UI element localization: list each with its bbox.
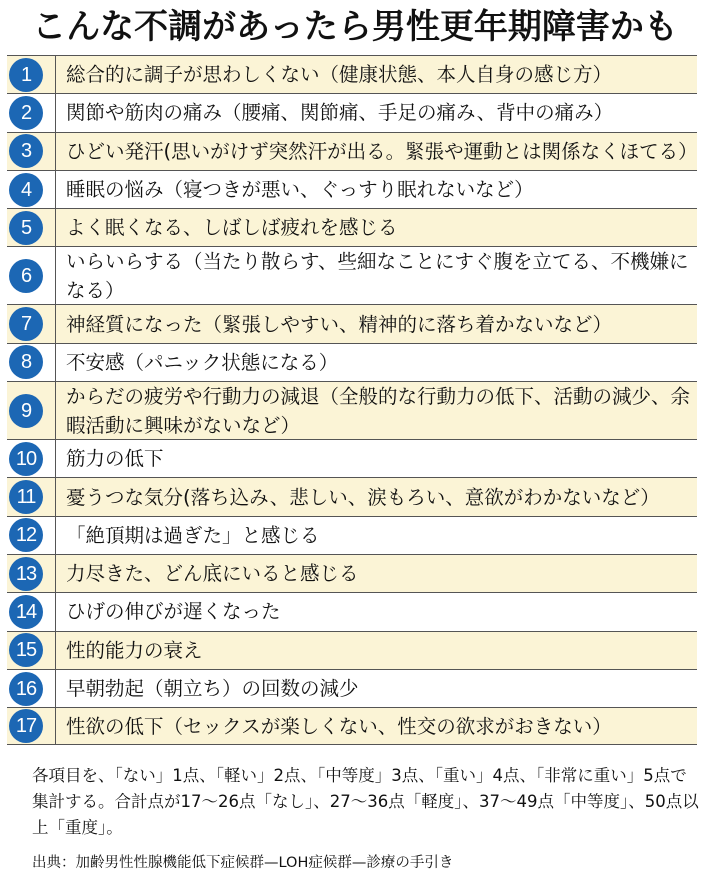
item-content	[55, 555, 697, 592]
list-item	[7, 208, 697, 246]
list-item	[7, 55, 697, 93]
item-text: 力尽きた、どん底にいると感じる	[66, 562, 359, 586]
item-content	[55, 209, 697, 246]
item-content	[55, 94, 697, 131]
item-number-badge: 9	[9, 394, 43, 428]
item-number-badge: 12	[9, 518, 43, 552]
list-item	[7, 246, 697, 304]
item-content	[55, 517, 697, 554]
item-text: いらいらする（当たり散らす、些細なことにすぐ腹を立てる、不機嫌になる）	[66, 249, 689, 302]
item-number-badge: 8	[9, 345, 43, 379]
item-content	[55, 478, 697, 515]
item-number-badge: 10	[9, 442, 43, 476]
item-text: 筋力の低下	[66, 447, 164, 471]
item-text: 性欲の低下（セックスが楽しくない、性交の欲求がおきない）	[66, 714, 612, 738]
item-text: よく眠くなる、しばしば疲れを感じる	[66, 216, 398, 240]
item-content	[55, 632, 697, 669]
item-text: 不安感（パニック状態になる）	[66, 350, 339, 374]
item-number-badge: 14	[9, 595, 43, 629]
item-number-badge: 15	[9, 633, 43, 667]
scoring-notes: 各項目を、「ない」1点、「軽い」2点、「中等度」3点、「重い」4点、「非常に重い」5点で集計する。合計点が17〜26点「なし」、27〜36点「軽度」、37〜49点「中等度」、50点以上「重度」。	[32, 766, 699, 837]
item-text: からだの疲労や行動力の減退（全般的な行動力の低下、活動の減少、余暇活動に興味がないなど）	[66, 384, 691, 437]
item-text: 睡眠の悩み（寝つきが悪い、ぐっすり眠れないなど）	[66, 178, 534, 202]
list-item	[7, 439, 697, 477]
list-item	[7, 516, 697, 554]
item-text: ひどい発汗(思いがけず突然汗が出る。緊張や運動とは関係なくほてる）	[66, 139, 698, 163]
list-item	[7, 631, 697, 669]
item-content	[55, 670, 697, 707]
list-item	[7, 477, 697, 515]
item-content	[55, 247, 697, 304]
item-content	[55, 708, 697, 744]
item-text: ひげの伸びが遅くなった	[66, 600, 281, 624]
item-content	[55, 344, 697, 381]
list-item	[7, 669, 697, 707]
list-item	[7, 707, 697, 745]
item-number-badge: 6	[9, 259, 43, 293]
source-citation: 出典：加齢男性性腺機能低下症候群—LOH症候群—診療の手引き	[32, 855, 454, 871]
list-item	[7, 554, 697, 592]
item-text: 「絶頂期は過ぎた」と感じる	[66, 523, 320, 547]
list-item	[7, 381, 697, 439]
item-number-badge: 4	[9, 173, 43, 207]
item-number-badge: 16	[9, 672, 43, 706]
list-item	[7, 343, 697, 381]
item-number-badge: 11	[9, 480, 43, 514]
item-text: 神経質になった（緊張しやすい、精神的に落ち着かないなど）	[66, 312, 613, 336]
item-content	[55, 593, 697, 630]
item-text: 関節や筋肉の痛み（腰痛、関節痛、手足の痛み、背中の痛み）	[66, 101, 614, 125]
item-number-badge: 17	[9, 709, 43, 743]
item-content	[55, 382, 697, 439]
list-item	[7, 93, 697, 131]
item-content	[55, 133, 697, 170]
list-item	[7, 170, 697, 208]
item-number-badge: 1	[9, 58, 43, 92]
item-number-badge: 5	[9, 211, 43, 245]
item-number-badge: 13	[9, 557, 43, 591]
list-item	[7, 592, 697, 630]
item-text: 憂うつな気分(落ち込み、悲しい、涙もろい、意欲がわかないなど）	[66, 485, 660, 509]
item-content	[55, 171, 697, 208]
item-number-badge: 2	[9, 96, 43, 130]
item-number-badge: 3	[9, 134, 43, 168]
item-content	[55, 56, 697, 93]
item-text: 性的能力の衰え	[66, 638, 203, 662]
list-item	[7, 304, 697, 342]
item-content	[55, 305, 697, 342]
list-item	[7, 132, 697, 170]
item-text: 早朝勃起（朝立ち）の回数の減少	[66, 677, 359, 700]
item-content	[55, 440, 697, 477]
item-text: 総合的に調子が思わしくない（健康状態、本人自身の感じ方）	[66, 63, 613, 87]
symptom-list	[7, 55, 697, 745]
item-number-badge: 7	[9, 307, 43, 341]
page-title: こんな不調があったら男性更年期障害かも	[32, 7, 678, 47]
